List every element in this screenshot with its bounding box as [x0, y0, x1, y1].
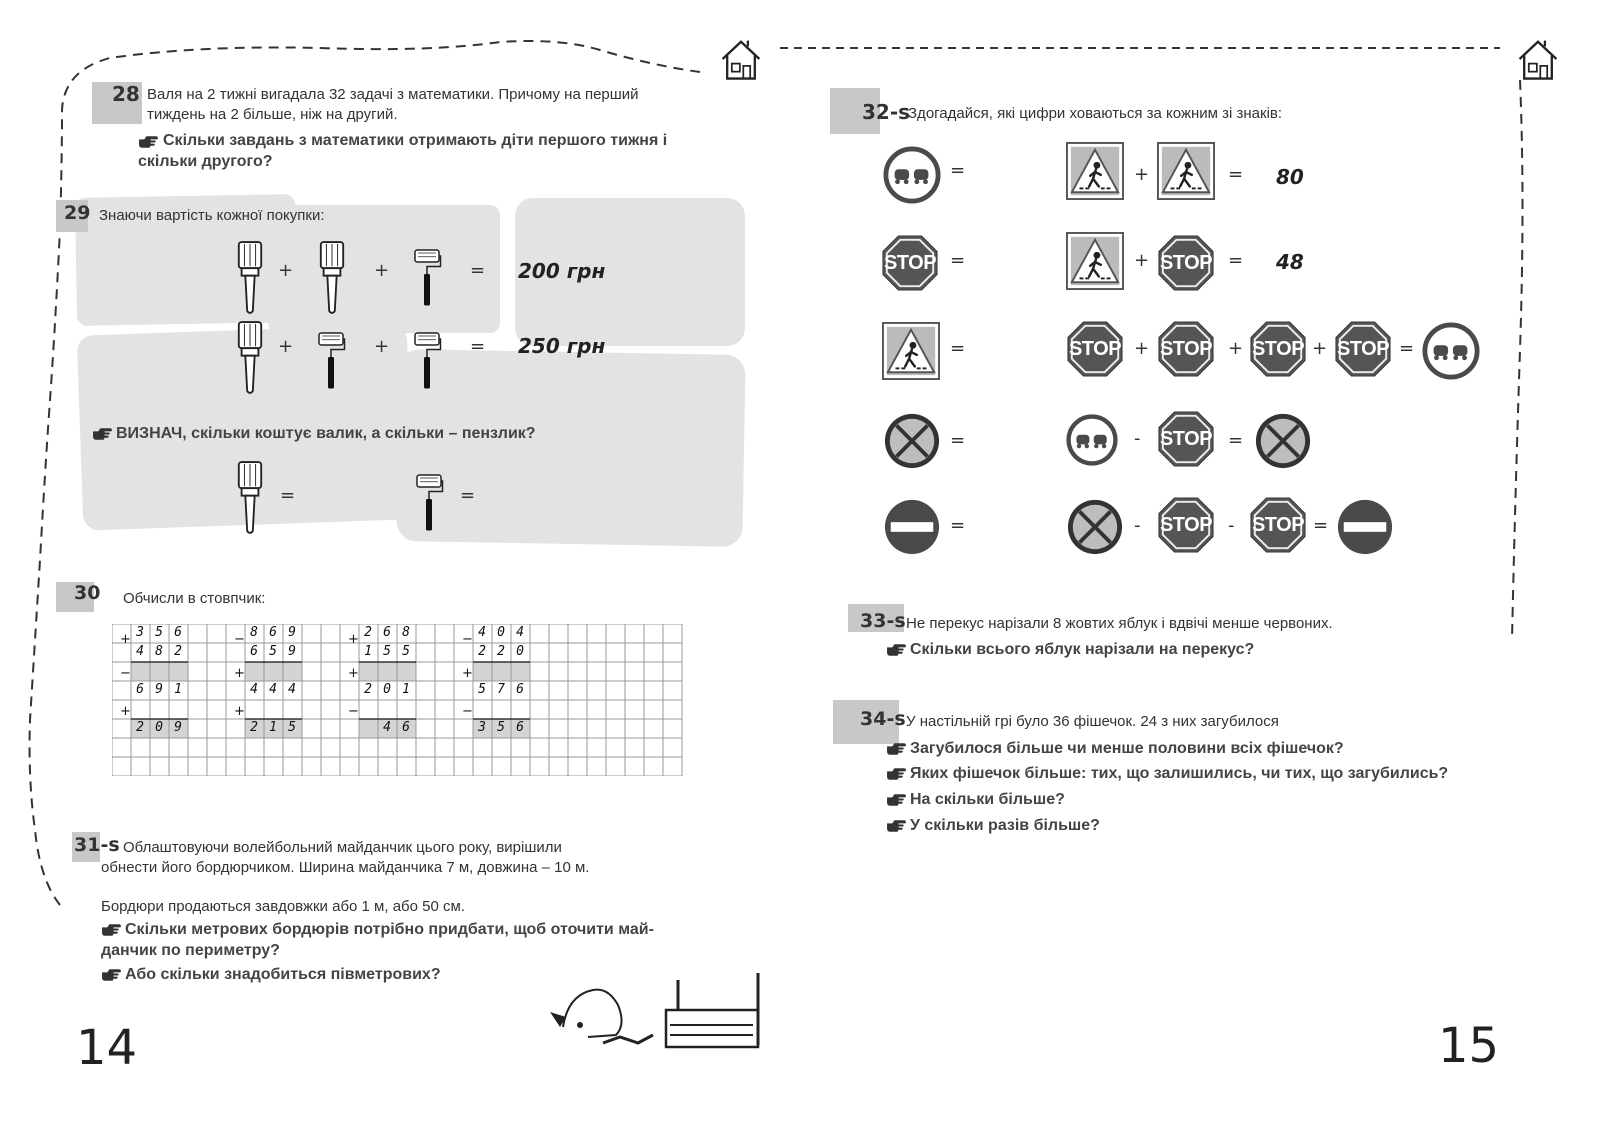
- plus-sign: +: [1134, 250, 1150, 271]
- equals-sign: =: [1399, 338, 1415, 359]
- pedestrian-crossing-sign-icon: [882, 322, 940, 380]
- grid-digit: 2: [364, 682, 372, 697]
- grid-digit: 4: [250, 682, 258, 697]
- task-30-intro: Обчисли в стовпчик:: [123, 590, 266, 607]
- grid-digit: 4: [269, 682, 277, 697]
- grid-digit: 9: [174, 720, 182, 735]
- stop-sign-label: STOP: [1159, 514, 1213, 536]
- grid-digit: 5: [402, 644, 410, 659]
- task-28-question2: скільки другого?: [138, 153, 273, 170]
- grid-digit: 1: [402, 682, 410, 697]
- paint-brush-icon: [236, 240, 264, 315]
- grid-digit: 1: [364, 644, 372, 659]
- operator-sign: +: [120, 703, 131, 719]
- no-overtaking-sign-icon: [1422, 322, 1480, 380]
- stop-sign-label: STOP: [1159, 252, 1213, 274]
- grid-digit: 6: [174, 625, 182, 640]
- equals-sign: =: [1228, 250, 1244, 271]
- task-31-line2: обнести його бордюрчиком. Ширина майданчика 7 м, довжина – 10 м.: [101, 859, 590, 876]
- equals-sign: =: [950, 338, 966, 359]
- no-stopping-sign-icon: [1066, 498, 1124, 556]
- grid-digit: 5: [383, 644, 391, 659]
- grid-digit: 4: [478, 625, 486, 640]
- stop-sign-icon: [1249, 320, 1307, 378]
- operator-sign: −: [462, 631, 473, 647]
- sum-2: 250 грн: [518, 334, 606, 358]
- grid-digit: 4: [383, 720, 391, 735]
- task-29-number: 29: [64, 202, 91, 224]
- task-32-number: 32-s: [862, 100, 911, 124]
- grid-digit: 9: [155, 682, 163, 697]
- no-overtaking-sign-icon: [1066, 414, 1118, 466]
- plus-sign: +: [1228, 338, 1244, 359]
- task-31-number: 31-s: [74, 834, 120, 856]
- equals-sign: =: [470, 336, 486, 357]
- plus-sign: +: [374, 336, 390, 357]
- task-33-number: 33-s: [860, 610, 906, 632]
- stop-sign-icon: [1249, 496, 1307, 554]
- minus-sign: -: [1228, 515, 1235, 536]
- stop-sign-icon: [1157, 320, 1215, 378]
- hand-pointer-icon: [886, 792, 907, 807]
- task-28-question1: Скільки завдань з математики отримають діти першого тижня і: [163, 132, 668, 149]
- background-blob: [396, 349, 745, 547]
- paint-roller-icon: [412, 472, 446, 532]
- stop-sign-icon: [1157, 234, 1215, 292]
- stop-sign-icon: [1157, 410, 1215, 468]
- paint-roller-icon: [314, 330, 348, 390]
- grid-digit: 6: [383, 625, 391, 640]
- grid-digit: 6: [516, 720, 524, 735]
- no-overtaking-sign-icon: [883, 146, 941, 204]
- operator-sign: +: [120, 631, 131, 647]
- operator-sign: +: [462, 665, 473, 681]
- equals-sign: =: [950, 250, 966, 271]
- grid-digit: 0: [497, 625, 505, 640]
- plus-sign: +: [278, 260, 294, 281]
- grid-digit: 9: [288, 644, 296, 659]
- equals-sign: =: [1313, 515, 1329, 536]
- plus-sign: +: [1312, 338, 1328, 359]
- stop-sign-icon: [1334, 320, 1392, 378]
- paint-roller-icon: [410, 330, 444, 390]
- hand-pointer-icon: [92, 426, 113, 441]
- grid-digit: 6: [250, 644, 258, 659]
- no-entry-sign-icon: [1336, 498, 1394, 556]
- grid-digit: 1: [269, 720, 277, 735]
- stop-sign-label: STOP: [1159, 338, 1213, 360]
- operator-sign: −: [120, 665, 131, 681]
- page-number-left: 14: [76, 1020, 138, 1076]
- grid-digit: 3: [478, 720, 486, 735]
- task-33-question: Скільки всього яблук нарізали на перекус?: [910, 641, 1255, 658]
- operator-sign: +: [234, 703, 245, 719]
- paint-brush-icon: [236, 460, 264, 535]
- grid-digit: 2: [136, 720, 144, 735]
- sum-1: 200 грн: [518, 259, 606, 283]
- grid-digit: 4: [136, 644, 144, 659]
- equals-sign: =: [280, 485, 296, 506]
- pedestrian-crossing-sign-icon: [1066, 142, 1124, 200]
- grid-digit: 5: [269, 644, 277, 659]
- no-stopping-sign-icon: [883, 412, 941, 470]
- grid-digit: 6: [269, 625, 277, 640]
- grid-digit: 2: [250, 720, 258, 735]
- hand-pointer-icon: [886, 741, 907, 756]
- task-34-number: 34-s: [860, 708, 906, 730]
- value-48: 48: [1276, 250, 1304, 274]
- hand-pointer-icon: [886, 818, 907, 833]
- task-32-intro: Здогадайся, які цифри ховаються за кожним зі знаків:: [908, 105, 1283, 122]
- minus-sign: -: [1134, 515, 1141, 536]
- plus-sign: +: [278, 336, 294, 357]
- equals-sign: =: [950, 515, 966, 536]
- task-33-line1: Не перекус нарізали 8 жовтих яблук і вдвічі менше червоних.: [906, 615, 1333, 632]
- grid-digit: 5: [497, 720, 505, 735]
- grid-digit: 6: [402, 720, 410, 735]
- task-31-question2: Або скільки знадобиться півметрових?: [125, 966, 441, 983]
- task-29-intro: Знаючи вартість кожної покупки:: [99, 207, 325, 224]
- grid-digit: 1: [174, 682, 182, 697]
- operator-sign: −: [462, 703, 473, 719]
- doodle-illustration: [548, 965, 776, 1065]
- equals-sign: =: [460, 485, 476, 506]
- grid-digit: 4: [516, 625, 524, 640]
- grid-digit: 6: [136, 682, 144, 697]
- grid-digit: 2: [174, 644, 182, 659]
- plus-sign: +: [1134, 164, 1150, 185]
- task-34-line1: У настільній грі було 36 фішечок. 24 з них загубилося: [906, 713, 1279, 730]
- task-34-question4: У скільки разів більше?: [910, 817, 1100, 834]
- task-34-question3: На скільки більше?: [910, 791, 1065, 808]
- task-34-question1: Загубилося більше чи менше половини всіх фішечок?: [910, 740, 1344, 757]
- stop-sign-label: STOP: [1336, 338, 1390, 360]
- equals-sign: =: [950, 430, 966, 451]
- minus-sign: -: [1134, 428, 1141, 449]
- grid-digit: 4: [288, 682, 296, 697]
- value-80: 80: [1276, 165, 1304, 189]
- task-28-line1: Валя на 2 тижні вигадала 32 задачі з математики. Причому на перший: [147, 86, 639, 103]
- equals-sign: =: [1228, 164, 1244, 185]
- task-28-number: 28: [112, 82, 140, 106]
- grid-digit: 5: [288, 720, 296, 735]
- operator-sign: −: [234, 631, 245, 647]
- stop-sign-label: STOP: [883, 252, 937, 274]
- grid-digit: 0: [516, 644, 524, 659]
- task-31-question1b: данчик по периметру?: [101, 942, 280, 959]
- operator-sign: −: [348, 703, 359, 719]
- paint-brush-icon: [236, 320, 264, 395]
- grid-digit: 2: [478, 644, 486, 659]
- plus-sign: +: [374, 260, 390, 281]
- hand-pointer-icon: [886, 642, 907, 657]
- paint-brush-icon: [318, 240, 346, 315]
- grid-digit: 6: [516, 682, 524, 697]
- operator-sign: +: [234, 665, 245, 681]
- house-icon: [718, 36, 764, 82]
- plus-sign: +: [1134, 338, 1150, 359]
- grid-digit: 8: [250, 625, 258, 640]
- task-31-line1: Облаштовуючи волейбольний майданчик цього року, вирішили: [123, 839, 562, 856]
- task-31-question1a: Скільки метрових бордюрів потрібно придбати, щоб оточити май-: [125, 921, 654, 938]
- grid-digit: 5: [155, 625, 163, 640]
- stop-sign-icon: [1157, 496, 1215, 554]
- equals-sign: =: [470, 260, 486, 281]
- operator-sign: +: [348, 631, 359, 647]
- paint-roller-icon: [410, 247, 444, 307]
- stop-sign-label: STOP: [1251, 514, 1305, 536]
- task-28-line2: тиждень на 2 більше, ніж на другий.: [147, 106, 398, 123]
- hand-pointer-icon: [101, 967, 122, 982]
- grid-digit: 9: [288, 625, 296, 640]
- stop-sign-label: STOP: [1159, 428, 1213, 450]
- stop-sign-icon: [881, 234, 939, 292]
- task-30-number: 30: [74, 582, 101, 604]
- equals-sign: =: [950, 160, 966, 181]
- hand-pointer-icon: [101, 922, 122, 937]
- stop-sign-label: STOP: [1251, 338, 1305, 360]
- pedestrian-crossing-sign-icon: [1066, 232, 1124, 290]
- grid-digit: 0: [155, 720, 163, 735]
- grid-digit: 2: [497, 644, 505, 659]
- task-29-question: ВИЗНАЧ, скільки коштує валик, а скільки – пензлик?: [116, 425, 536, 442]
- operator-sign: +: [348, 665, 359, 681]
- house-icon: [1515, 36, 1561, 82]
- grid-digit: 0: [383, 682, 391, 697]
- grid-digit: 8: [155, 644, 163, 659]
- pedestrian-crossing-sign-icon: [1157, 142, 1215, 200]
- grid-digit: 7: [497, 682, 505, 697]
- page-number-right: 15: [1438, 1018, 1500, 1074]
- no-entry-sign-icon: [883, 498, 941, 556]
- stop-sign-label: STOP: [1068, 338, 1122, 360]
- grid-digit: 5: [478, 682, 486, 697]
- task-31-line3: Бордюри продаються завдовжки або 1 м, або 50 см.: [101, 898, 465, 915]
- task-34-question2: Яких фішечок більше: тих, що залишились, чи тих, що загубились?: [910, 765, 1449, 782]
- grid-digit: 2: [364, 625, 372, 640]
- hand-pointer-icon: [138, 134, 159, 149]
- grid-digit: 8: [402, 625, 410, 640]
- no-stopping-sign-icon: [1254, 412, 1312, 470]
- grid-digit: 3: [136, 625, 144, 640]
- equals-sign: =: [1228, 430, 1244, 451]
- hand-pointer-icon: [886, 766, 907, 781]
- stop-sign-icon: [1066, 320, 1124, 378]
